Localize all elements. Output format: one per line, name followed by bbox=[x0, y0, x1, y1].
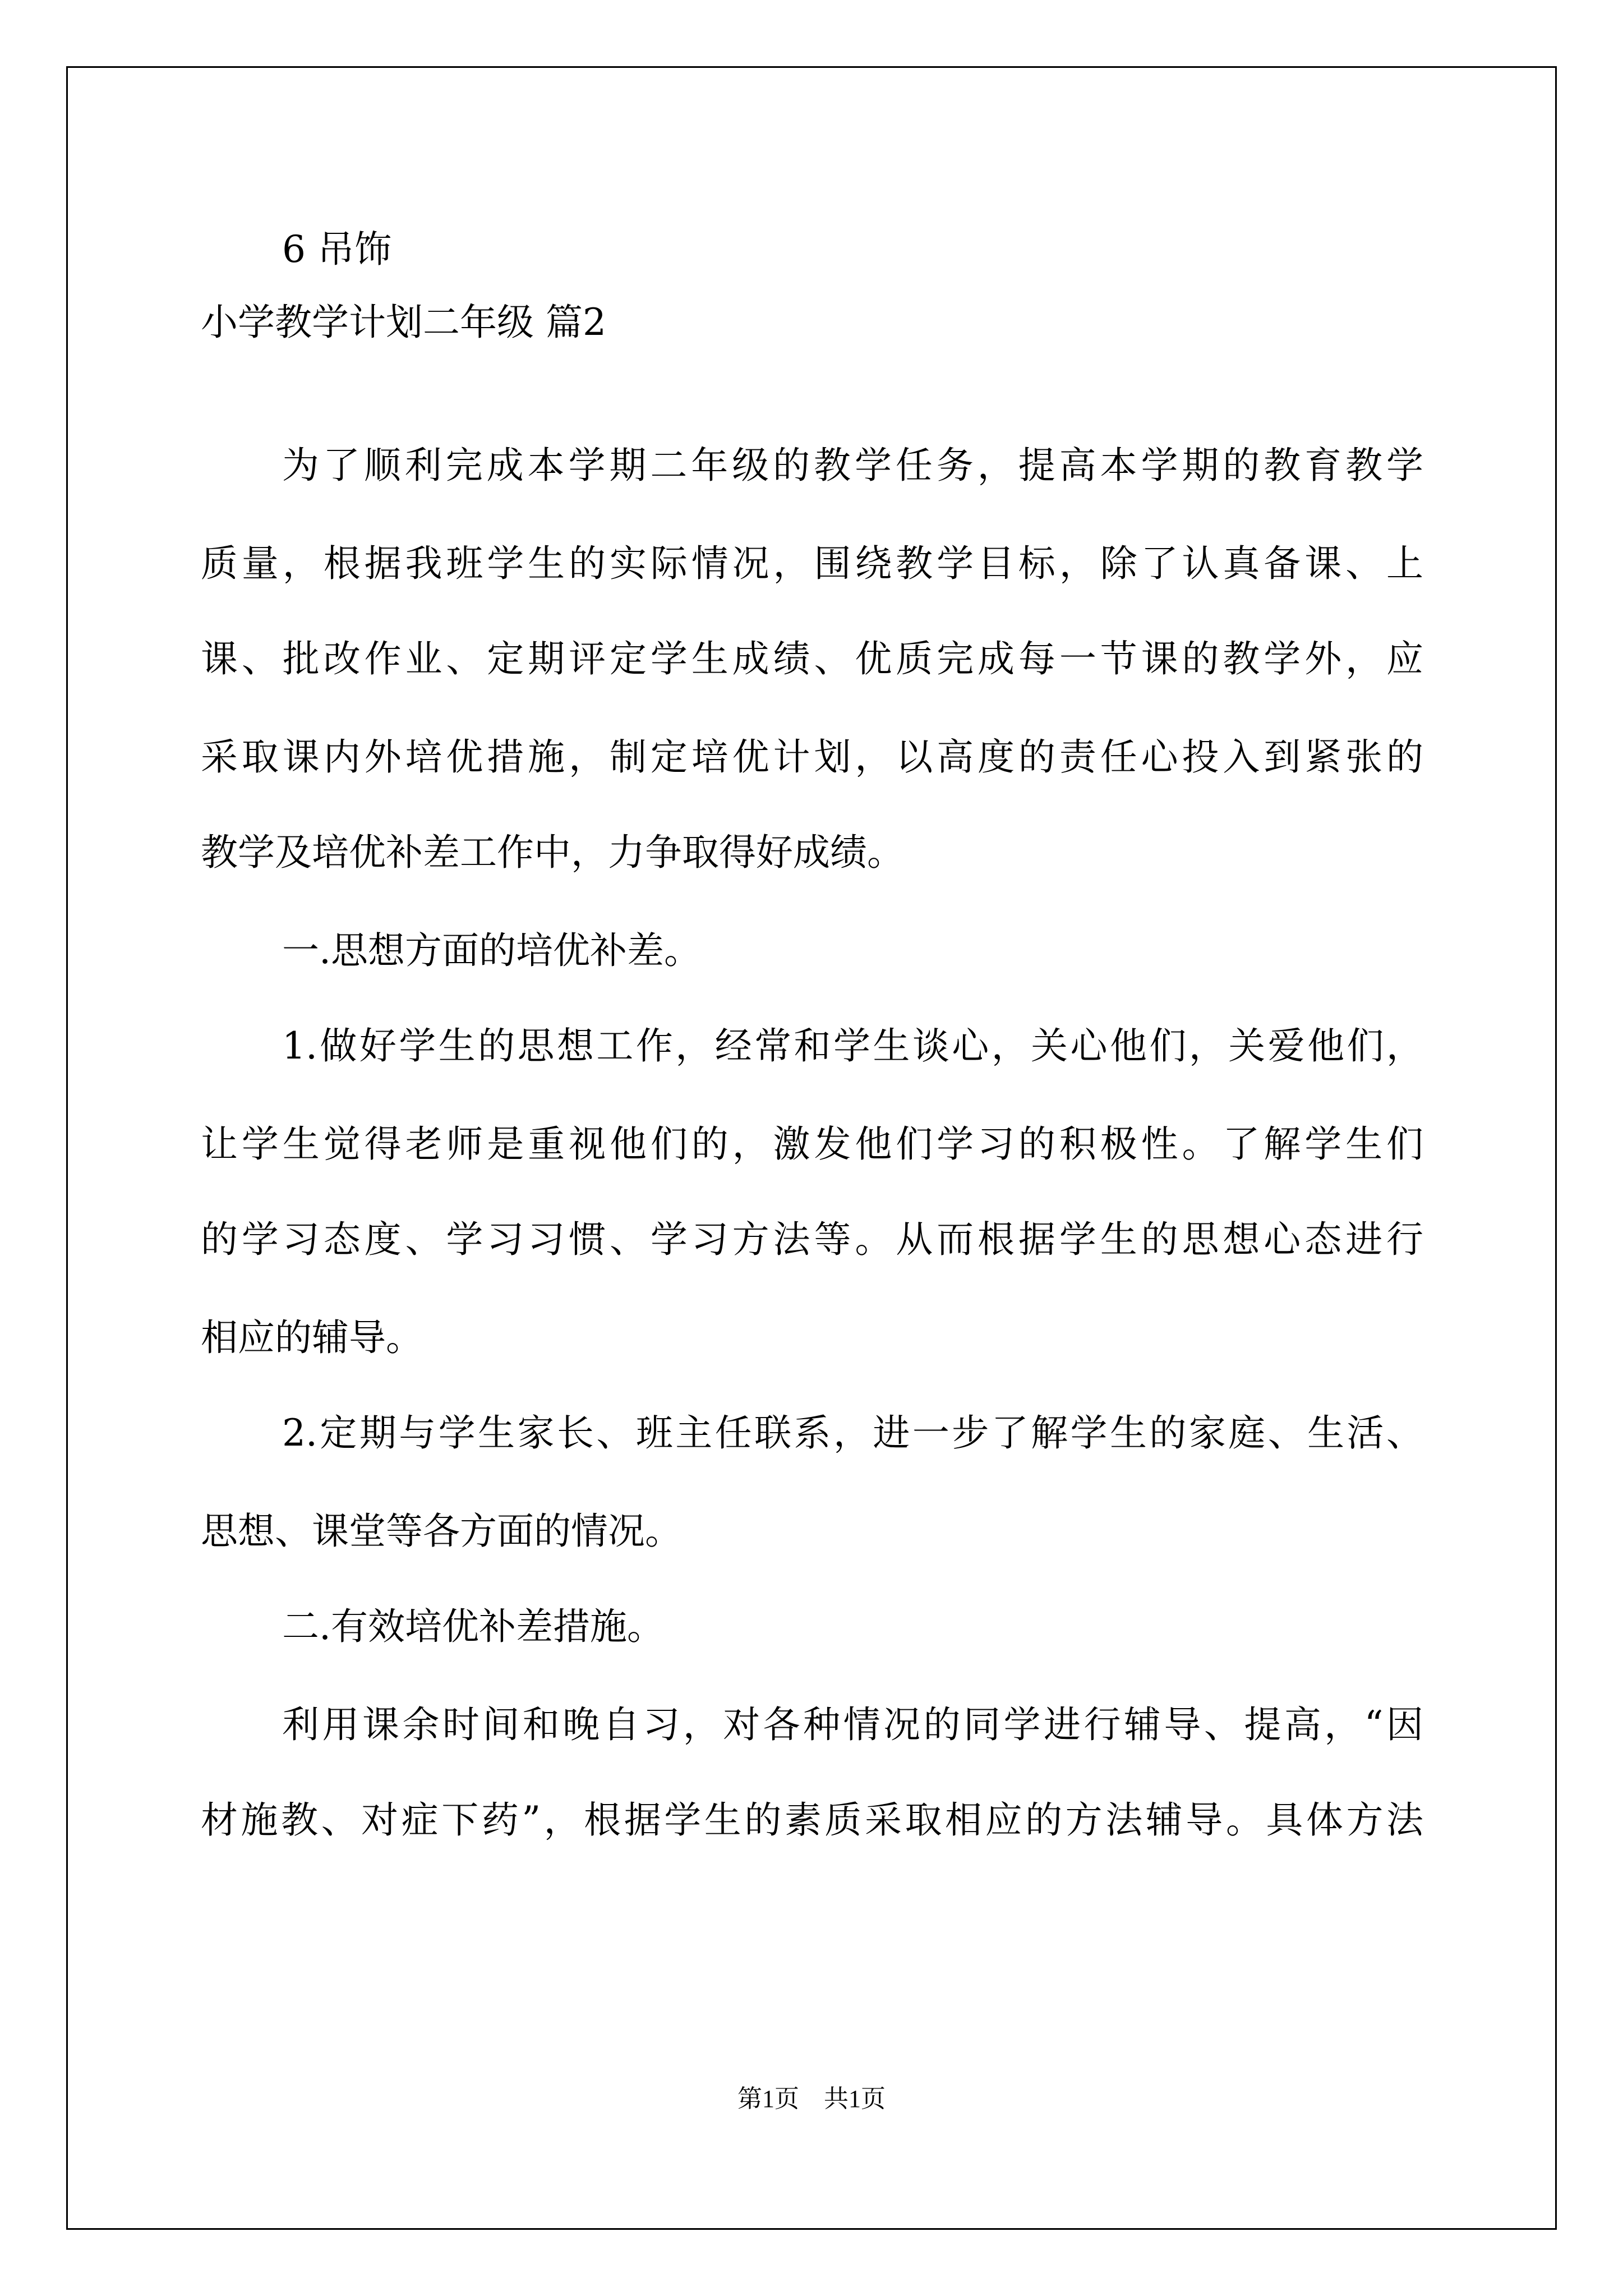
paragraph-line: 让学生觉得老师是重视他们的，激发他们学习的积极性。了解学生们 bbox=[201, 1122, 1423, 1166]
list-item-heading: 6 吊饰 bbox=[282, 228, 391, 271]
paragraph-line: 材施教、对症下药”，根据学生的素质采取相应的方法辅导。具体方法 bbox=[201, 1798, 1423, 1842]
paragraph-line: 教学及培优补差工作中，力争取得好成绩。 bbox=[201, 831, 904, 874]
paragraph-line: 课、批改作业、定期评定学生成绩、优质完成每一节课的教学外，应 bbox=[201, 637, 1423, 680]
paragraph-line: 的学习态度、学习习惯、学习方法等。从而根据学生的思想心态进行 bbox=[201, 1218, 1423, 1261]
paragraph-line: 为了顺利完成本学期二年级的教学任务，提高本学期的教育教学 bbox=[282, 444, 1423, 487]
paragraph-line: 1.做好学生的思想工作，经常和学生谈心，关心他们，关爱他们， bbox=[282, 1024, 1423, 1068]
paragraph-line: 思想、课堂等各方面的情况。 bbox=[201, 1510, 682, 1553]
paragraph-line: 利用课余时间和晚自习，对各种情况的同学进行辅导、提高，“因 bbox=[282, 1703, 1423, 1746]
page-number-footer: 第1页 共1页 bbox=[737, 2085, 886, 2113]
subsection-heading: 二.有效培优补差措施。 bbox=[282, 1605, 664, 1648]
paragraph-line: 2.定期与学生家长、班主任联系，进一步了解学生的家庭、生活、 bbox=[282, 1411, 1423, 1455]
paragraph-line: 相应的辅导。 bbox=[201, 1316, 423, 1359]
subsection-heading: 一.思想方面的培优补差。 bbox=[282, 929, 701, 972]
section-title: 小学教学计划二年级 篇2 bbox=[201, 301, 606, 344]
paragraph-line: 质量，根据我班学生的实际情况，围绕教学目标，除了认真备课、上 bbox=[201, 542, 1423, 585]
paragraph-line: 采取课内外培优措施，制定培优计划，以高度的责任心投入到紧张的 bbox=[201, 735, 1423, 779]
